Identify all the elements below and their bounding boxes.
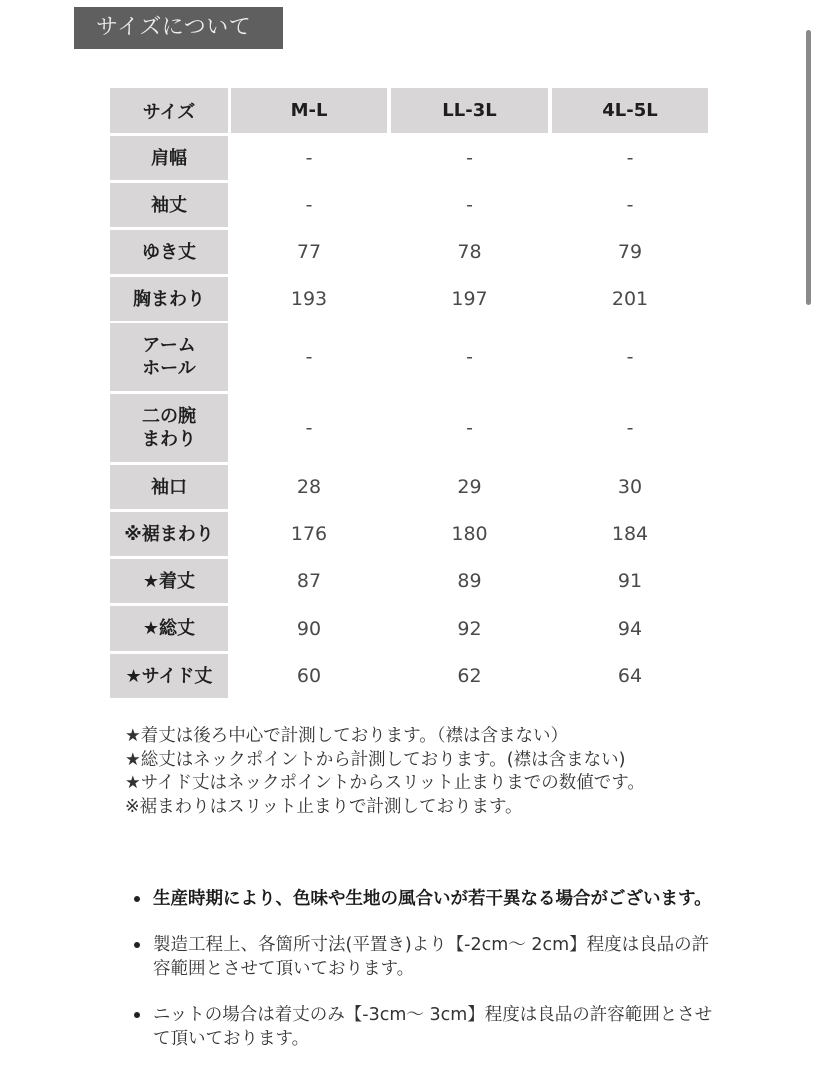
table-cell: 60 bbox=[296, 665, 322, 687]
row-label: 胸まわり bbox=[110, 277, 228, 321]
column-header-ll-3l: LL-3L bbox=[391, 88, 548, 133]
table-cell: 193 bbox=[290, 288, 328, 310]
note-line: ★総丈はネックポイントから計測しております。(襟は含まない) bbox=[125, 749, 626, 770]
row-label-line: 二の腕 bbox=[142, 406, 196, 427]
table-cell: 78 bbox=[457, 241, 482, 263]
vertical-scrollbar[interactable] bbox=[806, 30, 811, 305]
section-title: サイズについて bbox=[74, 7, 283, 49]
table-cell: 90 bbox=[296, 617, 322, 640]
table-cell: - bbox=[466, 346, 473, 368]
table-cell: - bbox=[466, 147, 473, 169]
table-cell: - bbox=[305, 147, 313, 169]
row-label: ゆき丈 bbox=[110, 230, 228, 274]
table-cell: - bbox=[305, 346, 313, 368]
row-label: ★着丈 bbox=[110, 559, 228, 603]
size-table bbox=[110, 88, 708, 699]
disclaimer-list bbox=[130, 887, 715, 1073]
list-item bbox=[130, 1003, 715, 1051]
table-cell: 92 bbox=[457, 617, 482, 640]
row-label bbox=[110, 323, 228, 391]
table-cell: - bbox=[305, 194, 313, 216]
table-cell: 180 bbox=[451, 523, 488, 545]
row-label bbox=[110, 394, 228, 462]
table-cell: 64 bbox=[617, 665, 643, 687]
list-item-text: 生産時期により、色味や生地の風合いが若干異なる場合がございます。 bbox=[153, 889, 712, 909]
bullet-icon bbox=[134, 942, 140, 948]
column-header-m-l: M-L bbox=[231, 88, 387, 133]
row-label: ※裾まわり bbox=[110, 512, 228, 556]
table-cell: 62 bbox=[457, 665, 482, 687]
table-cell: - bbox=[626, 194, 634, 216]
table-cell: 94 bbox=[617, 617, 643, 640]
row-label: ★サイド丈 bbox=[110, 654, 228, 698]
row-label: 肩幅 bbox=[110, 136, 228, 180]
table-cell: - bbox=[626, 147, 634, 169]
table-cell: 89 bbox=[457, 570, 482, 592]
table-cell: 197 bbox=[451, 288, 488, 310]
table-cell: 28 bbox=[296, 476, 322, 498]
bullet-icon bbox=[134, 1012, 140, 1018]
row-label-line: ホール bbox=[142, 358, 196, 379]
list-item-text: 製造工程上、各箇所寸法(平置き)より【-2cm～ 2cm】程度は良品の許容範囲とさせて頂いております。 bbox=[153, 935, 710, 979]
measurement-notes bbox=[125, 725, 715, 819]
row-label: 袖口 bbox=[110, 465, 228, 509]
table-cell: 30 bbox=[617, 476, 643, 498]
list-item bbox=[130, 887, 715, 911]
table-cell: 79 bbox=[617, 241, 643, 263]
corner-header: サイズ bbox=[110, 88, 228, 133]
row-label: ★総丈 bbox=[110, 606, 228, 651]
table-cell: - bbox=[626, 346, 634, 368]
note-line: ★着丈は後ろ中心で計測しております。（襟は含まない） bbox=[125, 726, 569, 746]
table-cell: 201 bbox=[611, 288, 649, 310]
table-cell: - bbox=[305, 417, 313, 439]
row-label-line: まわり bbox=[142, 429, 196, 450]
table-cell: 176 bbox=[290, 523, 328, 545]
table-cell: 87 bbox=[296, 570, 322, 592]
table-cell: 184 bbox=[611, 523, 649, 545]
bullet-icon bbox=[134, 896, 140, 902]
table-cell: 91 bbox=[617, 570, 643, 592]
table-cell: - bbox=[466, 194, 473, 216]
table-cell: - bbox=[466, 417, 473, 439]
note-line: ★サイド丈はネックポイントからスリット止まりまでの数値です。 bbox=[125, 773, 645, 793]
table-cell: - bbox=[626, 417, 634, 439]
row-label: 袖丈 bbox=[110, 183, 228, 227]
note-line: ※裾まわりはスリット止まりで計測しております。 bbox=[125, 796, 523, 817]
row-label-line: アーム bbox=[142, 335, 196, 356]
list-item-text: ニットの場合は着丈のみ【-3cm～ 3cm】程度は良品の許容範囲とさせて頂いております。 bbox=[153, 1005, 713, 1049]
table-cell: 77 bbox=[296, 241, 322, 263]
table-cell: 29 bbox=[457, 476, 482, 498]
list-item bbox=[130, 933, 715, 981]
column-header-4l-5l: 4L-5L bbox=[552, 88, 708, 133]
